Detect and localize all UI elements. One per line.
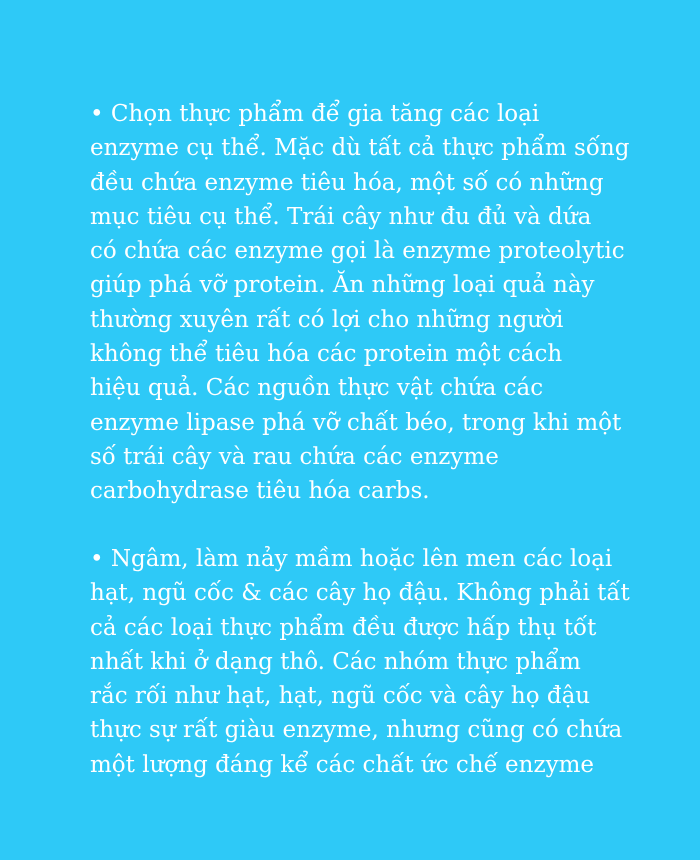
text-line: số trái cây và rau chứa các enzyme	[90, 443, 499, 470]
text-line: cả các loại thực phẩm đều được hấp thụ tốt	[90, 614, 597, 641]
text-line: rắc rối như hạt, hạt, ngũ cốc và cây họ đậu	[90, 683, 591, 710]
text-line: mục tiêu cụ thể. Trái cây như đu đủ và dứa	[90, 203, 592, 230]
text-line: carbohydrase tiêu hóa carbs.	[90, 478, 430, 505]
paragraph-soak-sprout-ferment	[90, 542, 650, 782]
text-line: hạt, ngũ cốc & các cây họ đậu. Không phải tất	[90, 580, 630, 607]
text-line: hiệu quả. Các nguồn thực vật chứa các	[90, 375, 544, 402]
text-line: • Ngâm, làm nảy mầm hoặc lên men các loại	[90, 546, 613, 572]
text-line: không thể tiêu hóa các protein một cách	[90, 341, 563, 368]
text-line: một lượng đáng kể các chất ức chế enzyme	[90, 751, 595, 778]
text-line: enzyme cụ thể. Mặc dù tất cả thực phẩm sống	[90, 135, 630, 162]
text-line: • Chọn thực phẩm để gia tăng các loại	[90, 101, 540, 127]
text-line: đều chứa enzyme tiêu hóa, một số có những	[90, 169, 604, 196]
text-line: thường xuyên rất có lợi cho những người	[90, 306, 564, 333]
text-line: có chứa các enzyme gọi là enzyme proteolytic	[90, 238, 625, 265]
text-line: giúp phá vỡ protein. Ăn những loại quả này	[90, 272, 595, 299]
text-line: thực sự rất giàu enzyme, nhưng cũng có chứa	[90, 717, 623, 744]
text-line: nhất khi ở dạng thô. Các nhóm thực phẩm	[90, 648, 581, 675]
paragraph-enzyme-foods	[90, 97, 650, 509]
text-line: enzyme lipase phá vỡ chất béo, trong khi một	[90, 409, 622, 436]
